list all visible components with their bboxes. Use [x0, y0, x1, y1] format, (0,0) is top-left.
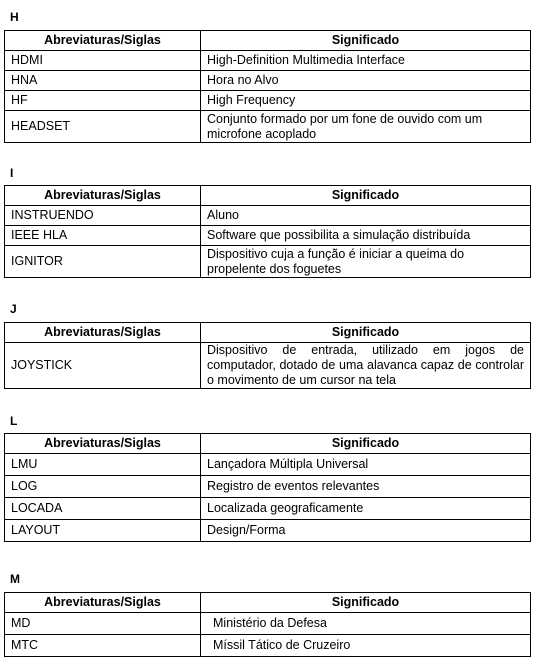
table-row	[5, 520, 531, 542]
table-row	[5, 226, 531, 246]
table-row	[5, 343, 531, 389]
meaning-cell: Registro de eventos relevantes	[201, 476, 531, 498]
table-row	[5, 71, 531, 91]
abbreviation-cell: LAYOUT	[5, 520, 201, 542]
meaning-cell: Localizada geograficamente	[201, 498, 531, 520]
table-row	[5, 613, 531, 635]
abbreviation-cell: MD	[5, 613, 201, 635]
meaning-cell: High Frequency	[201, 91, 531, 111]
glossary-table-i	[4, 185, 531, 278]
column-header-meaning: Significado	[201, 31, 531, 51]
glossary-table-j	[4, 322, 531, 389]
abbreviation-cell: IGNITOR	[5, 246, 201, 278]
abbreviation-cell: HDMI	[5, 51, 201, 71]
abbreviation-cell: LOCADA	[5, 498, 201, 520]
column-header-abbreviation: Abreviaturas/Siglas	[5, 186, 201, 206]
column-header-meaning: Significado	[201, 593, 531, 613]
table-header-row	[5, 434, 531, 454]
table-row	[5, 635, 531, 657]
meaning-cell: Dispositivo cuja a função é iniciar a queima do propelente dos foguetes	[201, 246, 531, 278]
table-header-row	[5, 186, 531, 206]
column-header-abbreviation: Abreviaturas/Siglas	[5, 434, 201, 454]
table-header-row	[5, 323, 531, 343]
glossary-table-h	[4, 30, 531, 143]
table-header-row	[5, 31, 531, 51]
column-header-meaning: Significado	[201, 186, 531, 206]
abbreviation-cell: HF	[5, 91, 201, 111]
meaning-cell: Lançadora Múltipla Universal	[201, 454, 531, 476]
meaning-cell: Design/Forma	[201, 520, 531, 542]
meaning-cell: Ministério da Defesa	[201, 613, 531, 635]
table-header-row	[5, 593, 531, 613]
section-letter: M	[10, 572, 20, 586]
table-row	[5, 51, 531, 71]
column-header-abbreviation: Abreviaturas/Siglas	[5, 31, 201, 51]
abbreviation-cell: HEADSET	[5, 111, 201, 143]
table-row	[5, 91, 531, 111]
column-header-meaning: Significado	[201, 323, 531, 343]
section-letter: I	[10, 166, 14, 180]
section-letter: J	[10, 302, 17, 316]
meaning-cell: High-Definition Multimedia Interface	[201, 51, 531, 71]
meaning-cell: Dispositivo de entrada, utilizado em jogos de computador, dotado de uma alavanca capaz de controlar o movimento de um cursor na tela	[201, 343, 531, 389]
meaning-cell: Conjunto formado por um fone de ouvido com um microfone acoplado	[201, 111, 531, 143]
abbreviation-cell: IEEE HLA	[5, 226, 201, 246]
abbreviation-cell: HNA	[5, 71, 201, 91]
table-row	[5, 476, 531, 498]
table-row	[5, 206, 531, 226]
meaning-cell: Hora no Alvo	[201, 71, 531, 91]
table-row	[5, 454, 531, 476]
column-header-abbreviation: Abreviaturas/Siglas	[5, 593, 201, 613]
abbreviation-cell: MTC	[5, 635, 201, 657]
abbreviation-cell: LOG	[5, 476, 201, 498]
column-header-abbreviation: Abreviaturas/Siglas	[5, 323, 201, 343]
table-row	[5, 498, 531, 520]
meaning-cell: Software que possibilita a simulação distribuída	[201, 226, 531, 246]
abbreviation-cell: INSTRUENDO	[5, 206, 201, 226]
section-letter: H	[10, 10, 19, 24]
table-row	[5, 246, 531, 278]
glossary-table-m	[4, 592, 531, 657]
section-letter: L	[10, 414, 18, 428]
abbreviation-cell: LMU	[5, 454, 201, 476]
abbreviation-cell: JOYSTICK	[5, 343, 201, 389]
meaning-cell: Aluno	[201, 206, 531, 226]
meaning-cell: Míssil Tático de Cruzeiro	[201, 635, 531, 657]
table-row	[5, 111, 531, 143]
column-header-meaning: Significado	[201, 434, 531, 454]
glossary-table-l	[4, 433, 531, 542]
